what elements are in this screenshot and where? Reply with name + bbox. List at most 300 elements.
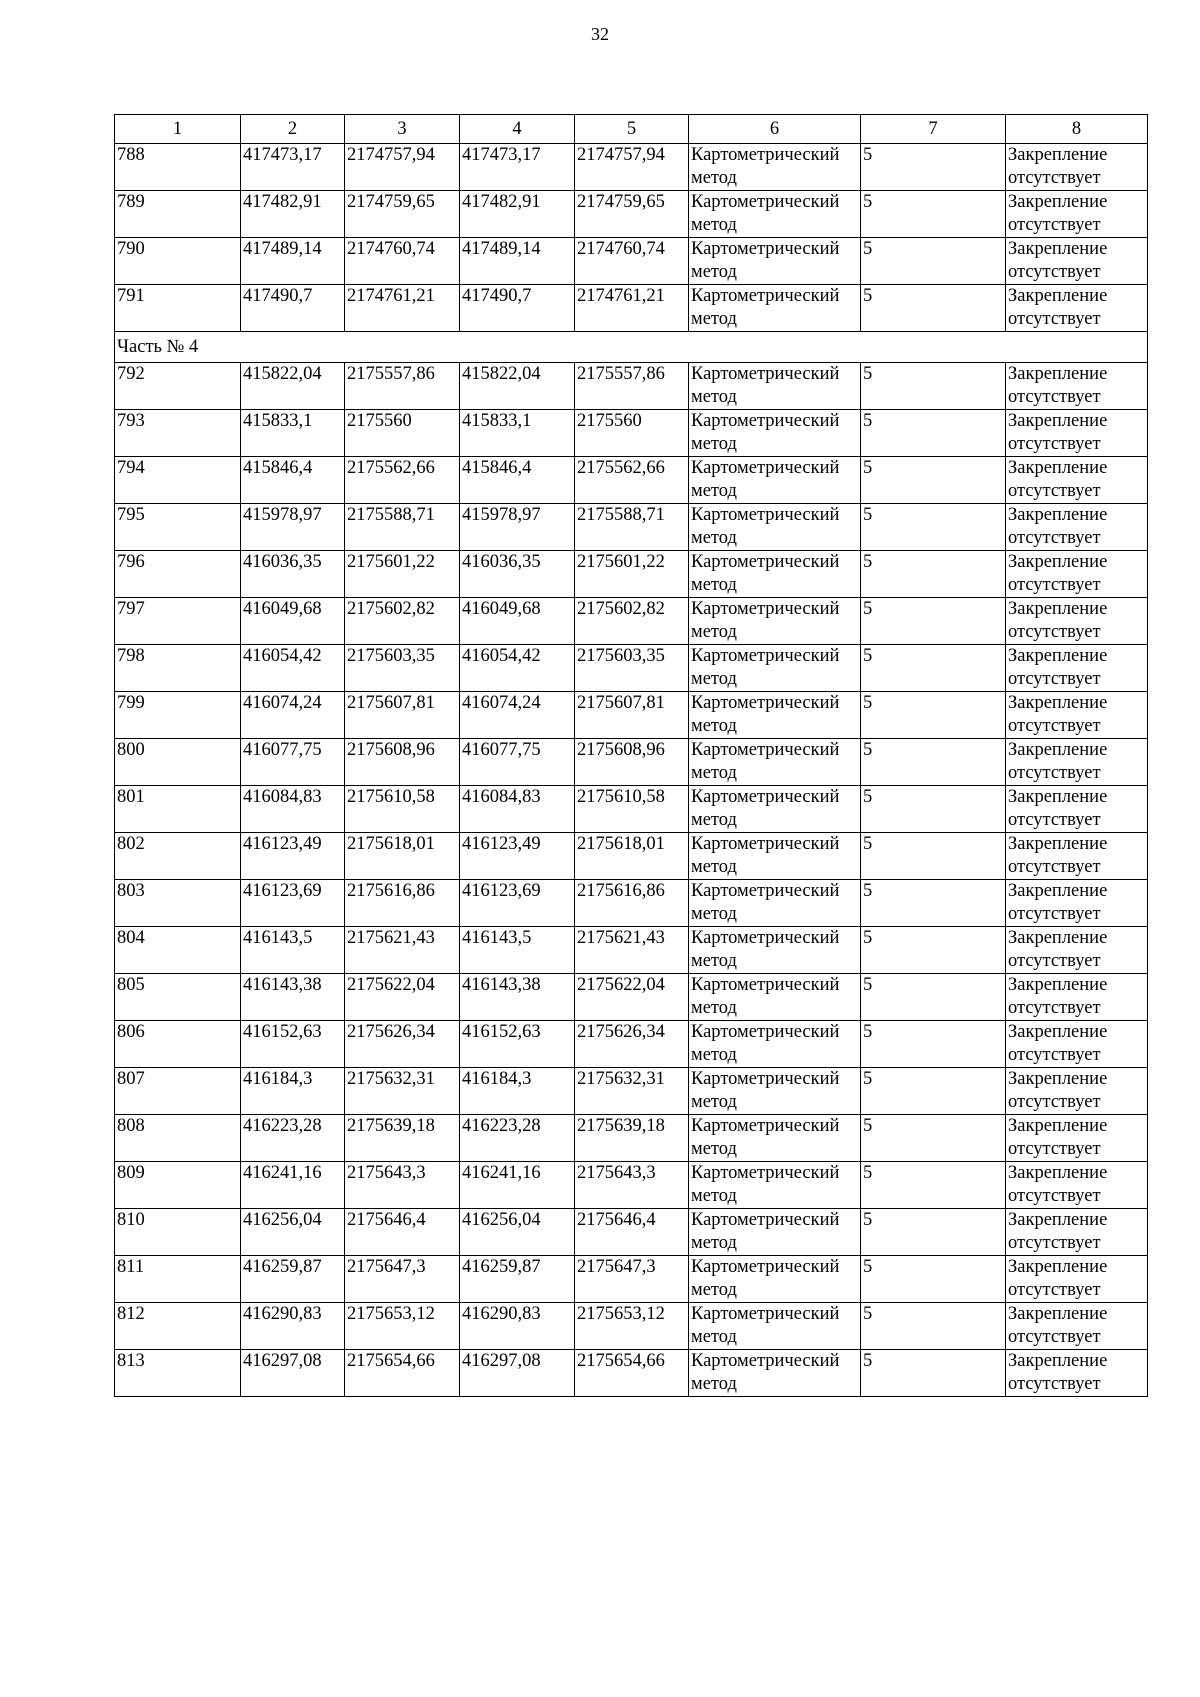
cell-text: 2175621,43	[577, 928, 665, 948]
x-coordinate-cell	[460, 598, 575, 645]
cell-text: 2174757,94	[347, 145, 435, 165]
cell-text: 415978,97	[462, 505, 541, 525]
x-coordinate-cell	[241, 363, 345, 410]
x-coordinate-cell	[460, 1303, 575, 1350]
cell-text: 802	[117, 834, 145, 854]
fixing-text: отсутствует	[1008, 1233, 1101, 1253]
cell-text: 5	[863, 787, 873, 807]
x-coordinate-cell	[460, 880, 575, 927]
y-coordinate-cell	[345, 1303, 460, 1350]
x-coordinate-cell	[241, 974, 345, 1021]
y-coordinate-cell	[345, 739, 460, 786]
x-coordinate-cell	[460, 692, 575, 739]
method-cell	[689, 551, 861, 598]
y-coordinate-cell	[345, 363, 460, 410]
method-cell	[689, 363, 861, 410]
y-coordinate-cell	[345, 1256, 460, 1303]
point-number-cell	[115, 1021, 241, 1068]
x-coordinate-cell	[241, 1350, 345, 1397]
cell-text: 788	[117, 145, 145, 165]
cell-text: 2175601,22	[577, 552, 665, 572]
y-coordinate-cell	[575, 786, 689, 833]
method-text: Картометрический	[691, 458, 840, 478]
accuracy-cell	[861, 692, 1006, 739]
cell-text: 5	[863, 239, 873, 259]
table-row	[115, 833, 1148, 880]
x-coordinate-cell	[241, 786, 345, 833]
method-cell	[689, 1303, 861, 1350]
x-coordinate-cell	[460, 144, 575, 191]
cell-text: 5	[863, 458, 873, 478]
accuracy-cell	[861, 1303, 1006, 1350]
method-cell	[689, 1350, 861, 1397]
cell-text: 2175646,4	[347, 1210, 426, 1230]
cell-text: 5	[863, 975, 873, 995]
table-row	[115, 1209, 1148, 1256]
accuracy-cell	[861, 974, 1006, 1021]
fixing-cell	[1006, 645, 1148, 692]
cell-text: 2175653,12	[347, 1304, 435, 1324]
cell-text: 2175653,12	[577, 1304, 665, 1324]
method-text: метод	[691, 387, 737, 407]
y-coordinate-cell	[345, 1209, 460, 1256]
x-coordinate-cell	[241, 739, 345, 786]
fixing-text: Закрепление	[1008, 239, 1108, 259]
method-cell	[689, 1209, 861, 1256]
column-header: 8	[1006, 115, 1148, 144]
cell-text: 5	[863, 881, 873, 901]
x-coordinate-cell	[241, 1303, 345, 1350]
cell-text: 417490,7	[243, 286, 313, 306]
method-cell	[689, 786, 861, 833]
method-cell	[689, 598, 861, 645]
cell-text: 416036,35	[243, 552, 322, 572]
accuracy-cell	[861, 551, 1006, 598]
point-number-cell	[115, 1162, 241, 1209]
accuracy-cell	[861, 739, 1006, 786]
cell-text: 2175560	[577, 411, 642, 431]
method-text: Картометрический	[691, 1116, 840, 1136]
fixing-text: Закрепление	[1008, 1257, 1108, 1277]
y-coordinate-cell	[345, 927, 460, 974]
fixing-cell	[1006, 457, 1148, 504]
fixing-cell	[1006, 1350, 1148, 1397]
point-number-cell	[115, 1209, 241, 1256]
y-coordinate-cell	[345, 504, 460, 551]
method-text: метод	[691, 857, 737, 877]
y-coordinate-cell	[575, 1209, 689, 1256]
y-coordinate-cell	[575, 833, 689, 880]
cell-text: 807	[117, 1069, 145, 1089]
y-coordinate-cell	[575, 504, 689, 551]
cell-text: 416143,5	[243, 928, 313, 948]
fixing-text: Закрепление	[1008, 740, 1108, 760]
fixing-cell	[1006, 1068, 1148, 1115]
fixing-text: Закрепление	[1008, 1069, 1108, 1089]
method-text: метод	[691, 951, 737, 971]
table-row	[115, 144, 1148, 191]
fixing-text: Закрепление	[1008, 364, 1108, 384]
method-cell	[689, 410, 861, 457]
method-text: Картометрический	[691, 552, 840, 572]
fixing-text: Закрепление	[1008, 599, 1108, 619]
point-number-cell	[115, 645, 241, 692]
cell-text: 5	[863, 1304, 873, 1324]
fixing-text: отсутствует	[1008, 1374, 1101, 1394]
cell-text: 2175616,86	[347, 881, 435, 901]
method-text: Картометрический	[691, 364, 840, 384]
fixing-text: отсутствует	[1008, 857, 1101, 877]
cell-text: 5	[863, 693, 873, 713]
cell-text: 416049,68	[243, 599, 322, 619]
method-text: Картометрический	[691, 740, 840, 760]
table-row	[115, 410, 1148, 457]
cell-text: 2175621,43	[347, 928, 435, 948]
method-text: метод	[691, 309, 737, 329]
fixing-text: Закрепление	[1008, 881, 1108, 901]
cell-text: 415978,97	[243, 505, 322, 525]
cell-text: 2174759,65	[577, 192, 665, 212]
table-row	[115, 739, 1148, 786]
cell-text: 415822,04	[243, 364, 322, 384]
y-coordinate-cell	[575, 144, 689, 191]
x-coordinate-cell	[460, 1350, 575, 1397]
point-number-cell	[115, 551, 241, 598]
cell-text: 808	[117, 1116, 145, 1136]
cell-text: 2175610,58	[347, 787, 435, 807]
method-text: метод	[691, 763, 737, 783]
fixing-text: отсутствует	[1008, 810, 1101, 830]
table-row	[115, 1256, 1148, 1303]
cell-text: 2175643,3	[347, 1163, 426, 1183]
y-coordinate-cell	[345, 144, 460, 191]
method-text: Картометрический	[691, 928, 840, 948]
method-text: метод	[691, 575, 737, 595]
method-text: Картометрический	[691, 1304, 840, 1324]
x-coordinate-cell	[241, 1068, 345, 1115]
cell-text: 5	[863, 1069, 873, 1089]
point-number-cell	[115, 238, 241, 285]
y-coordinate-cell	[575, 238, 689, 285]
accuracy-cell	[861, 927, 1006, 974]
cell-text: 416259,87	[462, 1257, 541, 1277]
fixing-cell	[1006, 833, 1148, 880]
method-text: Картометрический	[691, 1022, 840, 1042]
fixing-text: отсутствует	[1008, 1280, 1101, 1300]
table-row	[115, 238, 1148, 285]
fixing-text: Закрепление	[1008, 928, 1108, 948]
cell-text: 812	[117, 1304, 145, 1324]
table-row	[115, 692, 1148, 739]
method-text: Картометрический	[691, 1163, 840, 1183]
cell-text: 2174760,74	[577, 239, 665, 259]
cell-text: 416143,38	[462, 975, 541, 995]
cell-text: 791	[117, 286, 145, 306]
method-cell	[689, 504, 861, 551]
x-coordinate-cell	[460, 927, 575, 974]
cell-text: 417489,14	[243, 239, 322, 259]
accuracy-cell	[861, 1115, 1006, 1162]
cell-text: 416297,08	[462, 1351, 541, 1371]
cell-text: 416054,42	[462, 646, 541, 666]
method-text: Картометрический	[691, 192, 840, 212]
cell-text: 416297,08	[243, 1351, 322, 1371]
accuracy-cell	[861, 645, 1006, 692]
y-coordinate-cell	[345, 410, 460, 457]
accuracy-cell	[861, 191, 1006, 238]
point-number-cell	[115, 786, 241, 833]
cell-text: 416152,63	[243, 1022, 322, 1042]
x-coordinate-cell	[241, 833, 345, 880]
fixing-text: отсутствует	[1008, 998, 1101, 1018]
cell-text: 416241,16	[462, 1163, 541, 1183]
y-coordinate-cell	[345, 880, 460, 927]
cell-text: 2175618,01	[577, 834, 665, 854]
fixing-cell	[1006, 1021, 1148, 1068]
method-text: метод	[691, 998, 737, 1018]
cell-text: 2175602,82	[347, 599, 435, 619]
x-coordinate-cell	[241, 238, 345, 285]
fixing-cell	[1006, 1303, 1148, 1350]
point-number-cell	[115, 1350, 241, 1397]
y-coordinate-cell	[345, 1021, 460, 1068]
method-text: метод	[691, 1233, 737, 1253]
fixing-cell	[1006, 692, 1148, 739]
cell-text: 794	[117, 458, 145, 478]
fixing-text: Закрепление	[1008, 145, 1108, 165]
cell-text: 804	[117, 928, 145, 948]
cell-text: 2175557,86	[577, 364, 665, 384]
table-row	[115, 457, 1148, 504]
cell-text: 796	[117, 552, 145, 572]
fixing-text: отсутствует	[1008, 622, 1101, 642]
y-coordinate-cell	[345, 974, 460, 1021]
y-coordinate-cell	[575, 927, 689, 974]
method-text: Картометрический	[691, 239, 840, 259]
method-text: Картометрический	[691, 975, 840, 995]
fixing-text: отсутствует	[1008, 481, 1101, 501]
y-coordinate-cell	[575, 739, 689, 786]
x-coordinate-cell	[241, 598, 345, 645]
fixing-cell	[1006, 504, 1148, 551]
cell-text: 5	[863, 599, 873, 619]
method-cell	[689, 927, 861, 974]
accuracy-cell	[861, 1209, 1006, 1256]
cell-text: 2175608,96	[347, 740, 435, 760]
fixing-text: Закрепление	[1008, 834, 1108, 854]
y-coordinate-cell	[575, 363, 689, 410]
fixing-cell	[1006, 285, 1148, 332]
fixing-text: Закрепление	[1008, 286, 1108, 306]
fixing-text: Закрепление	[1008, 505, 1108, 525]
cell-text: 416036,35	[462, 552, 541, 572]
cell-text: 2175632,31	[577, 1069, 665, 1089]
point-number-cell	[115, 880, 241, 927]
method-cell	[689, 974, 861, 1021]
column-header: 4	[460, 115, 575, 144]
cell-text: 416184,3	[243, 1069, 313, 1089]
cell-text: 416074,24	[462, 693, 541, 713]
fixing-cell	[1006, 1256, 1148, 1303]
fixing-text: Закрепление	[1008, 787, 1108, 807]
cell-text: 416123,69	[243, 881, 322, 901]
point-number-cell	[115, 285, 241, 332]
cell-text: 5	[863, 286, 873, 306]
x-coordinate-cell	[241, 880, 345, 927]
x-coordinate-cell	[241, 285, 345, 332]
method-text: Картометрический	[691, 1351, 840, 1371]
point-number-cell	[115, 363, 241, 410]
accuracy-cell	[861, 457, 1006, 504]
y-coordinate-cell	[345, 285, 460, 332]
point-number-cell	[115, 692, 241, 739]
y-coordinate-cell	[575, 1115, 689, 1162]
cell-text: 2174757,94	[577, 145, 665, 165]
fixing-text: Закрепление	[1008, 1351, 1108, 1371]
fixing-text: отсутствует	[1008, 951, 1101, 971]
y-coordinate-cell	[575, 457, 689, 504]
point-number-cell	[115, 410, 241, 457]
cell-text: 793	[117, 411, 145, 431]
point-number-cell	[115, 927, 241, 974]
cell-text: 5	[863, 411, 873, 431]
method-cell	[689, 144, 861, 191]
fixing-text: отсутствует	[1008, 1186, 1101, 1206]
section-label: Часть № 4	[115, 332, 1148, 363]
x-coordinate-cell	[241, 692, 345, 739]
point-number-cell	[115, 1303, 241, 1350]
method-cell	[689, 1115, 861, 1162]
table-row	[115, 1350, 1148, 1397]
point-number-cell	[115, 1115, 241, 1162]
y-coordinate-cell	[575, 1303, 689, 1350]
point-number-cell	[115, 191, 241, 238]
method-text: Картометрический	[691, 834, 840, 854]
cell-text: 2175562,66	[577, 458, 665, 478]
cell-text: 2175626,34	[347, 1022, 435, 1042]
fixing-cell	[1006, 739, 1148, 786]
y-coordinate-cell	[575, 645, 689, 692]
accuracy-cell	[861, 1350, 1006, 1397]
table-body	[115, 144, 1148, 1397]
x-coordinate-cell	[241, 927, 345, 974]
method-cell	[689, 1068, 861, 1115]
cell-text: 416256,04	[462, 1210, 541, 1230]
table-row	[115, 1021, 1148, 1068]
cell-text: 5	[863, 1163, 873, 1183]
fixing-cell	[1006, 1115, 1148, 1162]
method-text: метод	[691, 669, 737, 689]
cell-text: 5	[863, 1210, 873, 1230]
method-text: метод	[691, 622, 737, 642]
method-cell	[689, 285, 861, 332]
x-coordinate-cell	[241, 1115, 345, 1162]
fixing-text: Закрепление	[1008, 1116, 1108, 1136]
x-coordinate-cell	[241, 1021, 345, 1068]
cell-text: 2175608,96	[577, 740, 665, 760]
cell-text: 813	[117, 1351, 145, 1371]
y-coordinate-cell	[575, 410, 689, 457]
accuracy-cell	[861, 1256, 1006, 1303]
fixing-text: отсутствует	[1008, 1139, 1101, 1159]
table-row	[115, 551, 1148, 598]
cell-text: 415833,1	[243, 411, 313, 431]
y-coordinate-cell	[575, 598, 689, 645]
cell-text: 416290,83	[462, 1304, 541, 1324]
fixing-text: Закрепление	[1008, 192, 1108, 212]
cell-text: 416123,69	[462, 881, 541, 901]
cell-text: 5	[863, 145, 873, 165]
fixing-cell	[1006, 880, 1148, 927]
cell-text: 790	[117, 239, 145, 259]
y-coordinate-cell	[345, 598, 460, 645]
fixing-cell	[1006, 1209, 1148, 1256]
table-row	[115, 786, 1148, 833]
method-text: метод	[691, 262, 737, 282]
fixing-text: отсутствует	[1008, 387, 1101, 407]
x-coordinate-cell	[241, 144, 345, 191]
accuracy-cell	[861, 1021, 1006, 1068]
x-coordinate-cell	[460, 285, 575, 332]
method-cell	[689, 739, 861, 786]
cell-text: 416290,83	[243, 1304, 322, 1324]
x-coordinate-cell	[460, 504, 575, 551]
point-number-cell	[115, 833, 241, 880]
method-text: метод	[691, 810, 737, 830]
column-header: 5	[575, 115, 689, 144]
x-coordinate-cell	[241, 1162, 345, 1209]
x-coordinate-cell	[460, 833, 575, 880]
column-header: 1	[115, 115, 241, 144]
cell-text: 416241,16	[243, 1163, 322, 1183]
cell-text: 2175647,3	[577, 1257, 656, 1277]
cell-text: 416152,63	[462, 1022, 541, 1042]
point-number-cell	[115, 1068, 241, 1115]
column-header: 6	[689, 115, 861, 144]
cell-text: 5	[863, 928, 873, 948]
cell-text: 5	[863, 1116, 873, 1136]
accuracy-cell	[861, 410, 1006, 457]
fixing-text: отсутствует	[1008, 309, 1101, 329]
point-number-cell	[115, 504, 241, 551]
x-coordinate-cell	[241, 457, 345, 504]
point-number-cell	[115, 457, 241, 504]
fixing-text: Закрепление	[1008, 1304, 1108, 1324]
y-coordinate-cell	[345, 1115, 460, 1162]
table-row	[115, 285, 1148, 332]
method-text: метод	[691, 528, 737, 548]
cell-text: 416084,83	[243, 787, 322, 807]
cell-text: 2175603,35	[347, 646, 435, 666]
cell-text: 417482,91	[462, 192, 541, 212]
cell-text: 2175647,3	[347, 1257, 426, 1277]
column-header: 2	[241, 115, 345, 144]
accuracy-cell	[861, 880, 1006, 927]
method-cell	[689, 880, 861, 927]
method-text: метод	[691, 1186, 737, 1206]
fixing-text: отсутствует	[1008, 1327, 1101, 1347]
y-coordinate-cell	[575, 1068, 689, 1115]
cell-text: 5	[863, 834, 873, 854]
cell-text: 811	[117, 1257, 145, 1277]
fixing-text: Закрепление	[1008, 975, 1108, 995]
cell-text: 417482,91	[243, 192, 322, 212]
method-cell	[689, 457, 861, 504]
x-coordinate-cell	[460, 191, 575, 238]
accuracy-cell	[861, 786, 1006, 833]
fixing-cell	[1006, 551, 1148, 598]
cell-text: 416143,38	[243, 975, 322, 995]
